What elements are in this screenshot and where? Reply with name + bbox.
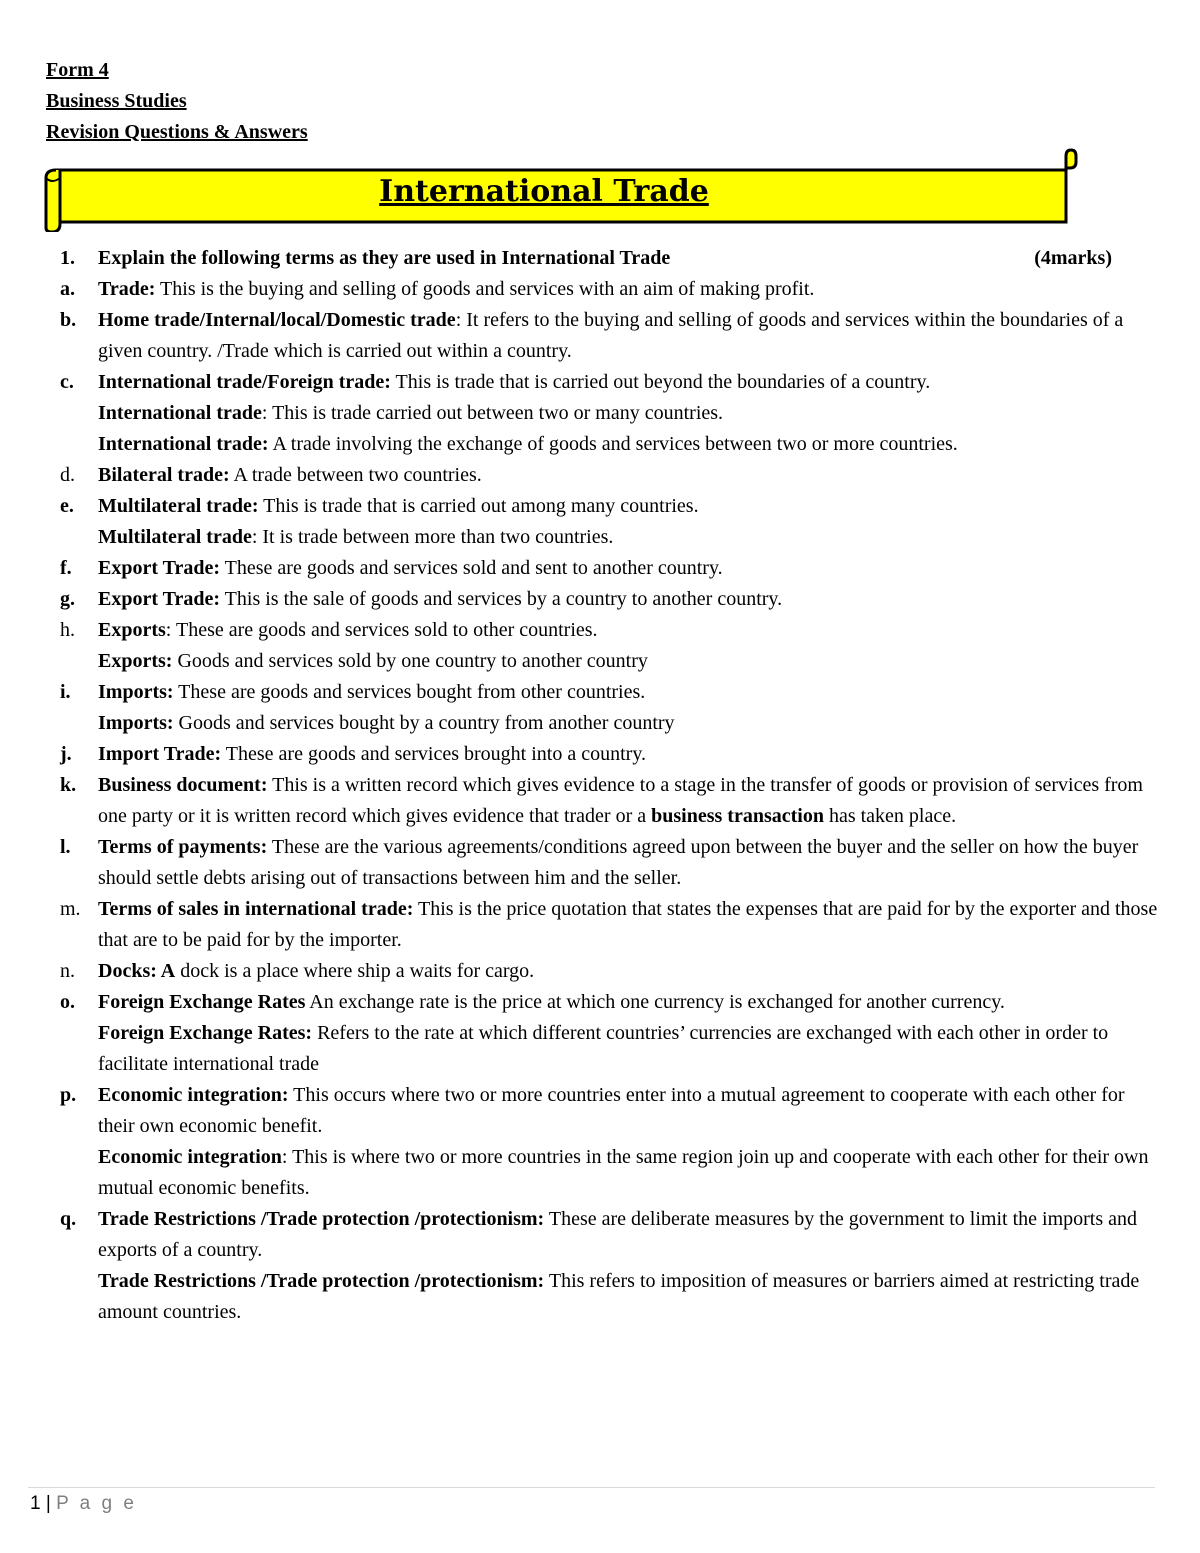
item-marker: k.: [60, 774, 77, 796]
item-definition: This is a written record which gives evidence to a stage in the transfer of goods or provision of services from one party or it is written record which gives evidence that trader or a: [98, 774, 1143, 827]
item-marker: g.: [60, 588, 75, 610]
item-marker: i.: [60, 681, 71, 703]
item-marker: q.: [60, 1208, 77, 1230]
item-definition: An exchange rate is the price at which one currency is exchanged for another currency.: [305, 991, 1005, 1013]
item-term: Trade Restrictions /Trade protection /protectionism:: [98, 1208, 545, 1230]
page-number: 1: [30, 1493, 41, 1514]
item-definition: These are deliberate measures by the government to limit the imports and exports of a country.: [98, 1208, 1138, 1261]
page-title: International Trade: [379, 174, 709, 209]
item-term: International trade:: [98, 433, 269, 455]
item-definition: Goods and services sold by one country to another country: [172, 650, 648, 672]
list-item-alternative: [60, 398, 1160, 429]
list-item: [60, 491, 1160, 522]
item-term: Imports:: [98, 712, 174, 734]
item-term-inline: business transaction: [651, 805, 824, 827]
item-definition: Goods and services bought by a country from another country: [173, 712, 675, 734]
item-definition: This is trade that is carried out among many countries.: [258, 495, 699, 517]
item-definition: dock is a place where ship a waits for cargo.: [175, 960, 535, 982]
item-definition: This refers to imposition of measures or barriers aimed at restricting trade amount countries.: [98, 1270, 1140, 1323]
item-term: Multilateral trade:: [98, 495, 259, 517]
list-item: [60, 460, 1160, 491]
item-term: International trade/Foreign trade:: [98, 371, 391, 393]
item-definition-continued: has taken place.: [823, 805, 957, 827]
list-item: [60, 1080, 1160, 1142]
item-definition: These are goods and services brought into a country.: [221, 743, 647, 765]
item-term: Home trade/Internal/local/Domestic trade: [98, 309, 456, 331]
item-marker: b.: [60, 309, 77, 331]
item-definition: This is the buying and selling of goods and services with an aim of making profit.: [155, 278, 815, 300]
item-marker: p.: [60, 1084, 77, 1106]
item-term: Multilateral trade: [98, 526, 252, 548]
list-item-alternative: [60, 1266, 1160, 1328]
list-item: [60, 274, 1160, 305]
list-item: [60, 739, 1160, 770]
item-definition: These are the various agreements/conditions agreed upon between the buyer and the seller on how the buyer should settle debts arising out of transactions between him and the seller.: [98, 836, 1139, 889]
item-term: Economic integration: [98, 1146, 282, 1168]
item-definition: : This is where two or more countries in the same region join up and cooperate with each other for their own mutual economic benefits.: [98, 1146, 1149, 1199]
page-footer: [30, 1491, 137, 1517]
list-item: [60, 553, 1160, 584]
item-definition: This is trade that is carried out beyond the boundaries of a country.: [390, 371, 931, 393]
item-definition: : These are goods and services sold to other countries.: [165, 619, 598, 641]
page-separator: |: [40, 1493, 57, 1514]
item-definition: These are goods and services bought from other countries.: [173, 681, 646, 703]
item-term: Foreign Exchange Rates:: [98, 1022, 313, 1044]
list-item: [60, 894, 1160, 956]
item-marker: o.: [60, 991, 75, 1013]
page-label: P a g e: [56, 1493, 137, 1514]
item-term: Bilateral trade:: [98, 464, 230, 486]
item-definition: : It refers to the buying and selling of goods and services within the boundaries of a given country. /Trade which is carried out within a country.: [98, 309, 1124, 362]
questions-body: [60, 243, 1160, 1328]
item-marker: l.: [60, 836, 71, 858]
item-marker: m.: [60, 898, 81, 920]
item-term: Economic integration:: [98, 1084, 289, 1106]
item-term: Export Trade:: [98, 588, 221, 610]
list-item: [60, 956, 1160, 987]
item-definition: : It is trade between more than two countries.: [251, 526, 614, 548]
list-item-alternative: [60, 708, 1160, 739]
item-marker: n.: [60, 960, 75, 982]
form-label: Form 4: [46, 59, 109, 81]
item-marker: c.: [60, 371, 74, 393]
item-term: Exports:: [98, 650, 173, 672]
subject-label: Business Studies: [46, 90, 187, 112]
item-marker: f.: [60, 557, 72, 579]
item-term: Import Trade:: [98, 743, 222, 765]
item-definition: This occurs where two or more countries enter into a mutual agreement to cooperate with each other for their own economic benefit.: [98, 1084, 1125, 1137]
item-definition: Refers to the rate at which different countries’ currencies are exchanged with each other in order to facilitate international trade: [98, 1022, 1109, 1075]
item-marker: j.: [60, 743, 72, 765]
list-item-alternative: [60, 646, 1160, 677]
item-definition: This is the price quotation that states the expenses that are paid for by the exporter and those that are to be paid for by the importer.: [98, 898, 1158, 951]
item-marker: e.: [60, 495, 74, 517]
list-item: [60, 305, 1160, 367]
list-item: [60, 832, 1160, 894]
item-definition: A trade involving the exchange of goods and services between two or more countries.: [268, 433, 958, 455]
list-item: [60, 770, 1160, 832]
list-item: [60, 367, 1160, 398]
item-term: Terms of sales in international trade:: [98, 898, 414, 920]
question-heading: [60, 243, 1160, 274]
list-item: [60, 584, 1160, 615]
item-term: Business document:: [98, 774, 268, 796]
list-item: [60, 615, 1160, 646]
item-definition: A trade between two countries.: [229, 464, 482, 486]
list-item-alternative: [60, 1142, 1160, 1204]
footer-divider: [28, 1487, 1155, 1488]
item-marker: a.: [60, 278, 75, 300]
item-term: Export Trade:: [98, 557, 221, 579]
item-term: Foreign Exchange Rates: [98, 991, 306, 1013]
item-term: Trade Restrictions /Trade protection /protectionism:: [98, 1270, 545, 1292]
item-term: Docks: A: [98, 960, 176, 982]
title-banner: [44, 148, 1078, 232]
question-number: 1.: [60, 247, 75, 269]
item-term: Trade:: [98, 278, 156, 300]
list-item-alternative: [60, 522, 1160, 553]
list-item: [60, 987, 1160, 1018]
question-marks: (4marks): [1034, 247, 1112, 269]
item-term: Exports: [98, 619, 166, 641]
item-definition: These are goods and services sold and sent to another country.: [220, 557, 723, 579]
list-item: [60, 1204, 1160, 1266]
list-item-alternative: [60, 1018, 1160, 1080]
item-term: Terms of payments:: [98, 836, 268, 858]
definition-list: [60, 274, 1160, 1328]
item-term: International trade: [98, 402, 262, 424]
list-item-alternative: [60, 429, 1160, 460]
item-definition: This is the sale of goods and services by a country to another country.: [220, 588, 783, 610]
item-term: Imports:: [98, 681, 174, 703]
item-marker: d.: [60, 464, 75, 486]
item-definition: : This is trade carried out between two or many countries.: [261, 402, 724, 424]
item-marker: h.: [60, 619, 75, 641]
question-text: Explain the following terms as they are used in International Trade: [98, 247, 671, 269]
list-item: [60, 677, 1160, 708]
document-type-label: Revision Questions & Answers: [46, 121, 308, 143]
